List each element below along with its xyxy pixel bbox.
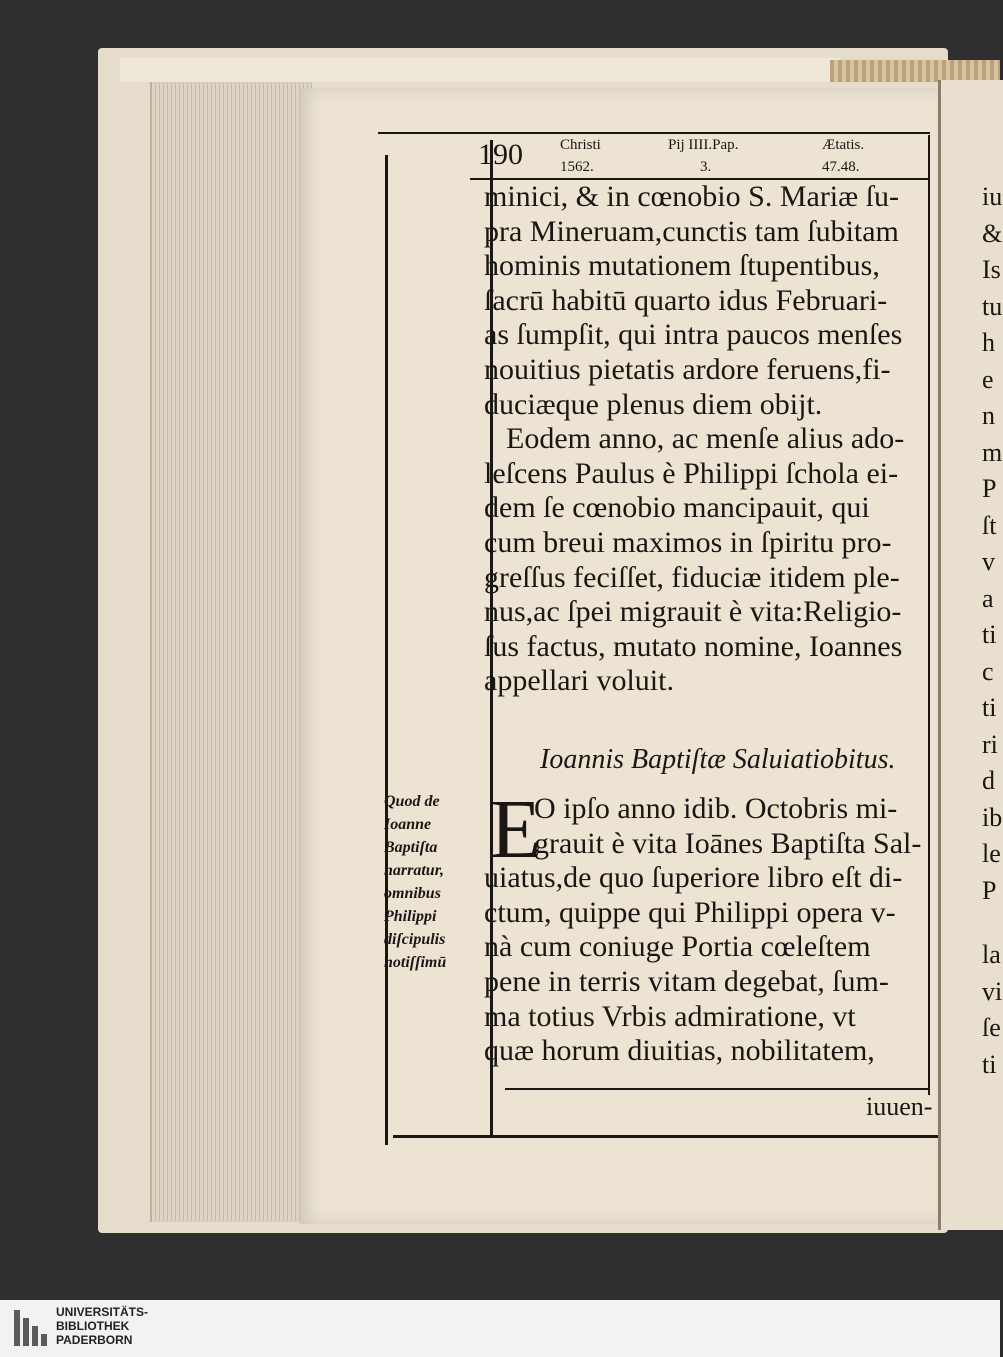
facing-page-fragment: ſt	[982, 510, 997, 540]
facing-page-fragment: m	[982, 437, 1003, 467]
page-number: 190	[478, 138, 523, 171]
body-text	[484, 180, 932, 699]
text-line: uiatus,de quo ſuperiore libro eſt di-	[484, 861, 903, 895]
text-line: pra Mineruam,cunctis tam ſubitam	[484, 214, 899, 248]
drop-cap: E	[490, 783, 542, 876]
text-line: ſus factus, mutato nomine, Ioannes	[484, 629, 903, 663]
text-line: O ipſo anno idib. Octobris mi-	[534, 792, 898, 825]
text-line: Eodem anno, ac menſe alius ado-	[506, 422, 905, 456]
facing-page-fragment: vi	[982, 976, 1003, 1006]
marginal-note: Quod de Ioanne Baptiſta narratur, omnibus Philippi diſcipulis notiſſimū	[384, 793, 447, 971]
facing-page-fragment: ib	[982, 802, 1003, 832]
rule-left-outer	[385, 155, 388, 1145]
facing-page-fragment: ſe	[982, 1013, 1001, 1042]
facing-page-fragment: ti	[982, 1049, 997, 1079]
text-line: appellari voluit.	[484, 664, 674, 698]
facing-page-fragment: ti	[982, 620, 997, 649]
text-line: ctum, quippe qui Philippi opera v-	[484, 895, 896, 929]
rule-bottom	[393, 1135, 938, 1138]
text-line: as ſumpſit, qui intra paucos menſes	[484, 318, 903, 352]
text-line: quæ horum diuitias, nobilitatem,	[484, 1034, 875, 1068]
text-line: nouitius pietatis ardore feruens,fi-	[484, 352, 891, 386]
text-line: dem ſe cœnobio mancipauit, qui	[484, 491, 870, 525]
text-line: pene in terris vitam degebat, ſum-	[484, 964, 889, 998]
rule-top	[378, 132, 930, 134]
facing-page-fragment: &	[982, 218, 1003, 248]
library-logo-icon	[14, 1310, 50, 1346]
facing-page-fragment: iu	[982, 182, 1003, 211]
facing-page-fragment: P	[982, 875, 997, 905]
paragraph-saluiati	[484, 783, 932, 1069]
facing-page-fragment: tu	[982, 291, 1003, 321]
text-line: duciæque plenus diem obijt.	[484, 387, 823, 421]
facing-page-fragment: ri	[982, 729, 998, 759]
facing-page-fragment: h	[982, 328, 995, 357]
facing-page-fragment: v	[982, 547, 995, 576]
text-line: ſacrū habitū quarto idus Februari-	[484, 283, 888, 317]
footer-bar	[0, 1300, 1000, 1357]
text-line: grauit è vita Ioānes Baptiſta Sal-	[534, 826, 922, 860]
text-line: hominis mutationem ſtupentibus,	[484, 249, 880, 283]
rule-bottom-inner	[505, 1088, 930, 1090]
text-line: greſſus feciſſet, fiduciæ itidem ple-	[484, 560, 900, 594]
facing-page-fragment: d	[982, 766, 995, 795]
facing-page-fragment: c	[982, 656, 994, 686]
facing-page-fragment: e	[982, 364, 994, 394]
headband	[830, 60, 1000, 82]
facing-page-fragment: ti	[982, 693, 997, 722]
facing-page-fragment: n	[982, 401, 995, 430]
header-col-aetatis: Ætatis. 47.48.	[822, 137, 865, 175]
catchword: iuuen-	[866, 1092, 933, 1121]
section-heading: Ioannis Baptiſtæ Saluiatiobitus.	[540, 744, 896, 775]
facing-page-fragment: a	[982, 583, 994, 613]
text-line: minici, & in cœnobio S. Mariæ ſu-	[484, 180, 899, 213]
facing-page-fragment: P	[982, 474, 997, 503]
text-line: cum breui maximos in ſpiritu pro-	[484, 525, 892, 559]
text-line: nà cum coniuge Portia cœleſtem	[484, 930, 871, 964]
header-col-pope: Pij IIII.Pap. 3.	[668, 137, 739, 175]
page-edges	[150, 82, 312, 1222]
cover-top-edge	[120, 58, 840, 82]
text-line: ma totius Vrbis admiratione, vt	[484, 999, 856, 1033]
facing-page-fragment: le	[982, 839, 1001, 868]
facing-page-fragment: Is	[982, 255, 1001, 284]
header-col-christi: Christi 1562.	[560, 137, 601, 175]
text-line: leſcens Paulus è Philippi ſchola ei-	[484, 456, 899, 490]
library-name: UNIVERSITÄTS- BIBLIOTHEK PADERBORN	[56, 1305, 149, 1347]
text-line: nus,ac ſpei migrauit è vita:Religio-	[484, 595, 902, 629]
facing-page-fragment: la	[982, 940, 1001, 969]
